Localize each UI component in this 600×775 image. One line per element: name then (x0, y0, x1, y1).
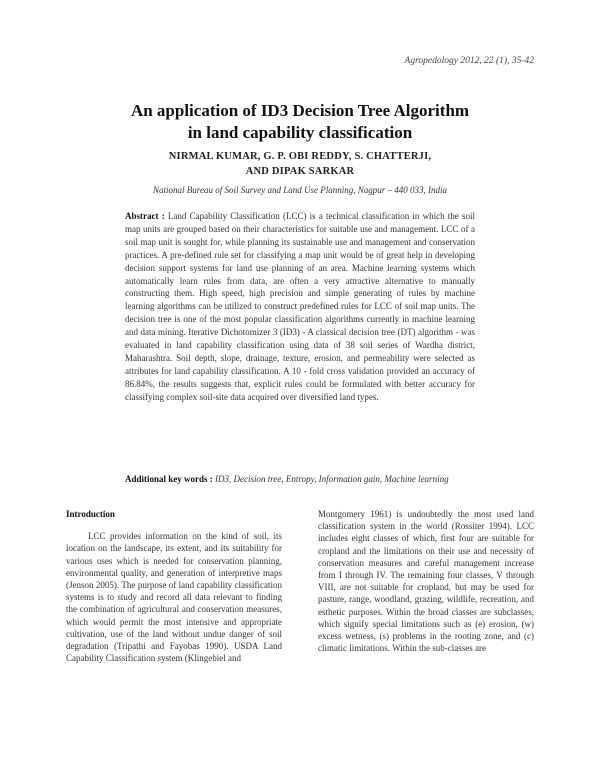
abstract-text: Land Capability Classification (LCC) is a technical classification in which the soil map units are grouped based on their characteristics for suitable use and management. LCC of a soil map unit is sought for, while planning its sustainable use and management and conservation practices. A pre-defined rule set for classifying a map unit would be of great help in developing decision support systems for land use planning of an area. Machine learning systems which automatically learn rules from data, are often a very attractive alternative to manually constructing them. High speed, high precision and simple generating of rules by machine learning algorithms can be utilized to construct predefined rules for LCC of soil map units. The decision tree is one of the most popular classification algorithms currently in machine learning and data mining. Iterative Dichotomizer 3 (ID3) - A classical decision tree (DT) algorithm - was evaluated in land capability classification using data of 38 soil series of Wardha district, Maharashtra. Soil depth, slope, drainage, texture, erosion, and permeability were selected as attributes for land capability classification. A 10 - fold cross validation provided an accuracy of 86.84%, the results suggests that, explicit rules could be formulated with better accuracy for classifying complex soil-site data acquired over diversified land types. (125, 211, 475, 402)
paper-title (0, 100, 600, 144)
affiliation: National Bureau of Soil Survey and Land Use Planning, Nagpur – 440 033, India (153, 185, 447, 195)
paper-title-line-2: in land capability classification (187, 123, 413, 142)
keywords-text: ID3, Decision tree, Entropy, Information gain, Machine learning (215, 474, 449, 484)
abstract (125, 210, 475, 404)
journal-citation: Agropedology 2012, 22 (1), 35-42 (404, 56, 534, 66)
introduction-paragraph: LCC provides information on the kind of soil, its location on the landscape, its extent, and its suitability for various uses which is needed for conservation planning, environmental quality, and generation of interpretive maps (Jenson 2005). The purpose of land capability classification systems is to study and record all data relevant to finding the combination of agricultural and conservation measures, which would permit the most intensive and appropriate cultivation, use of the land without undue danger of soil degradation (Tripathi and Fayobas 1990). USDA Land Capability Classification system (Klingebiel and (66, 531, 282, 664)
body-column-right (318, 508, 534, 654)
introduction-paragraph-continued: Montgomery 1961) is undoubtedly the most used land classification system in the world (Rossiter 1994). LCC includes eight classes of which, first four are suitable for cropland and the limitations on their use and necessity of conservation measures and careful management increase from I through IV. The remaining four classes, V through VIII, are not suitable for cropland, but may be used for pasture, range, woodland, grazing, wildlife, recreation, and esthetic purposes. Within the broad classes are subclasses, which signify special limitations such as (e) erosion, (w) excess wetness, (s) problems in the rooting zone, and (c) climatic limitations. Within the sub-classes are (318, 509, 534, 654)
keywords (125, 473, 475, 486)
abstract-label: Abstract : (125, 211, 165, 221)
keywords-label: Additional key words : (125, 474, 213, 484)
section-heading-introduction: Introduction (66, 509, 115, 519)
author-line-1: NIRMAL KUMAR, G. P. OBI REDDY, S. CHATTERJI, (168, 151, 432, 162)
author-list (0, 149, 600, 179)
body-column-left (66, 508, 282, 664)
paper-title-line-1: An application of ID3 Decision Tree Algorithm (130, 101, 470, 120)
author-line-2: AND DIPAK SARKAR (245, 166, 355, 177)
